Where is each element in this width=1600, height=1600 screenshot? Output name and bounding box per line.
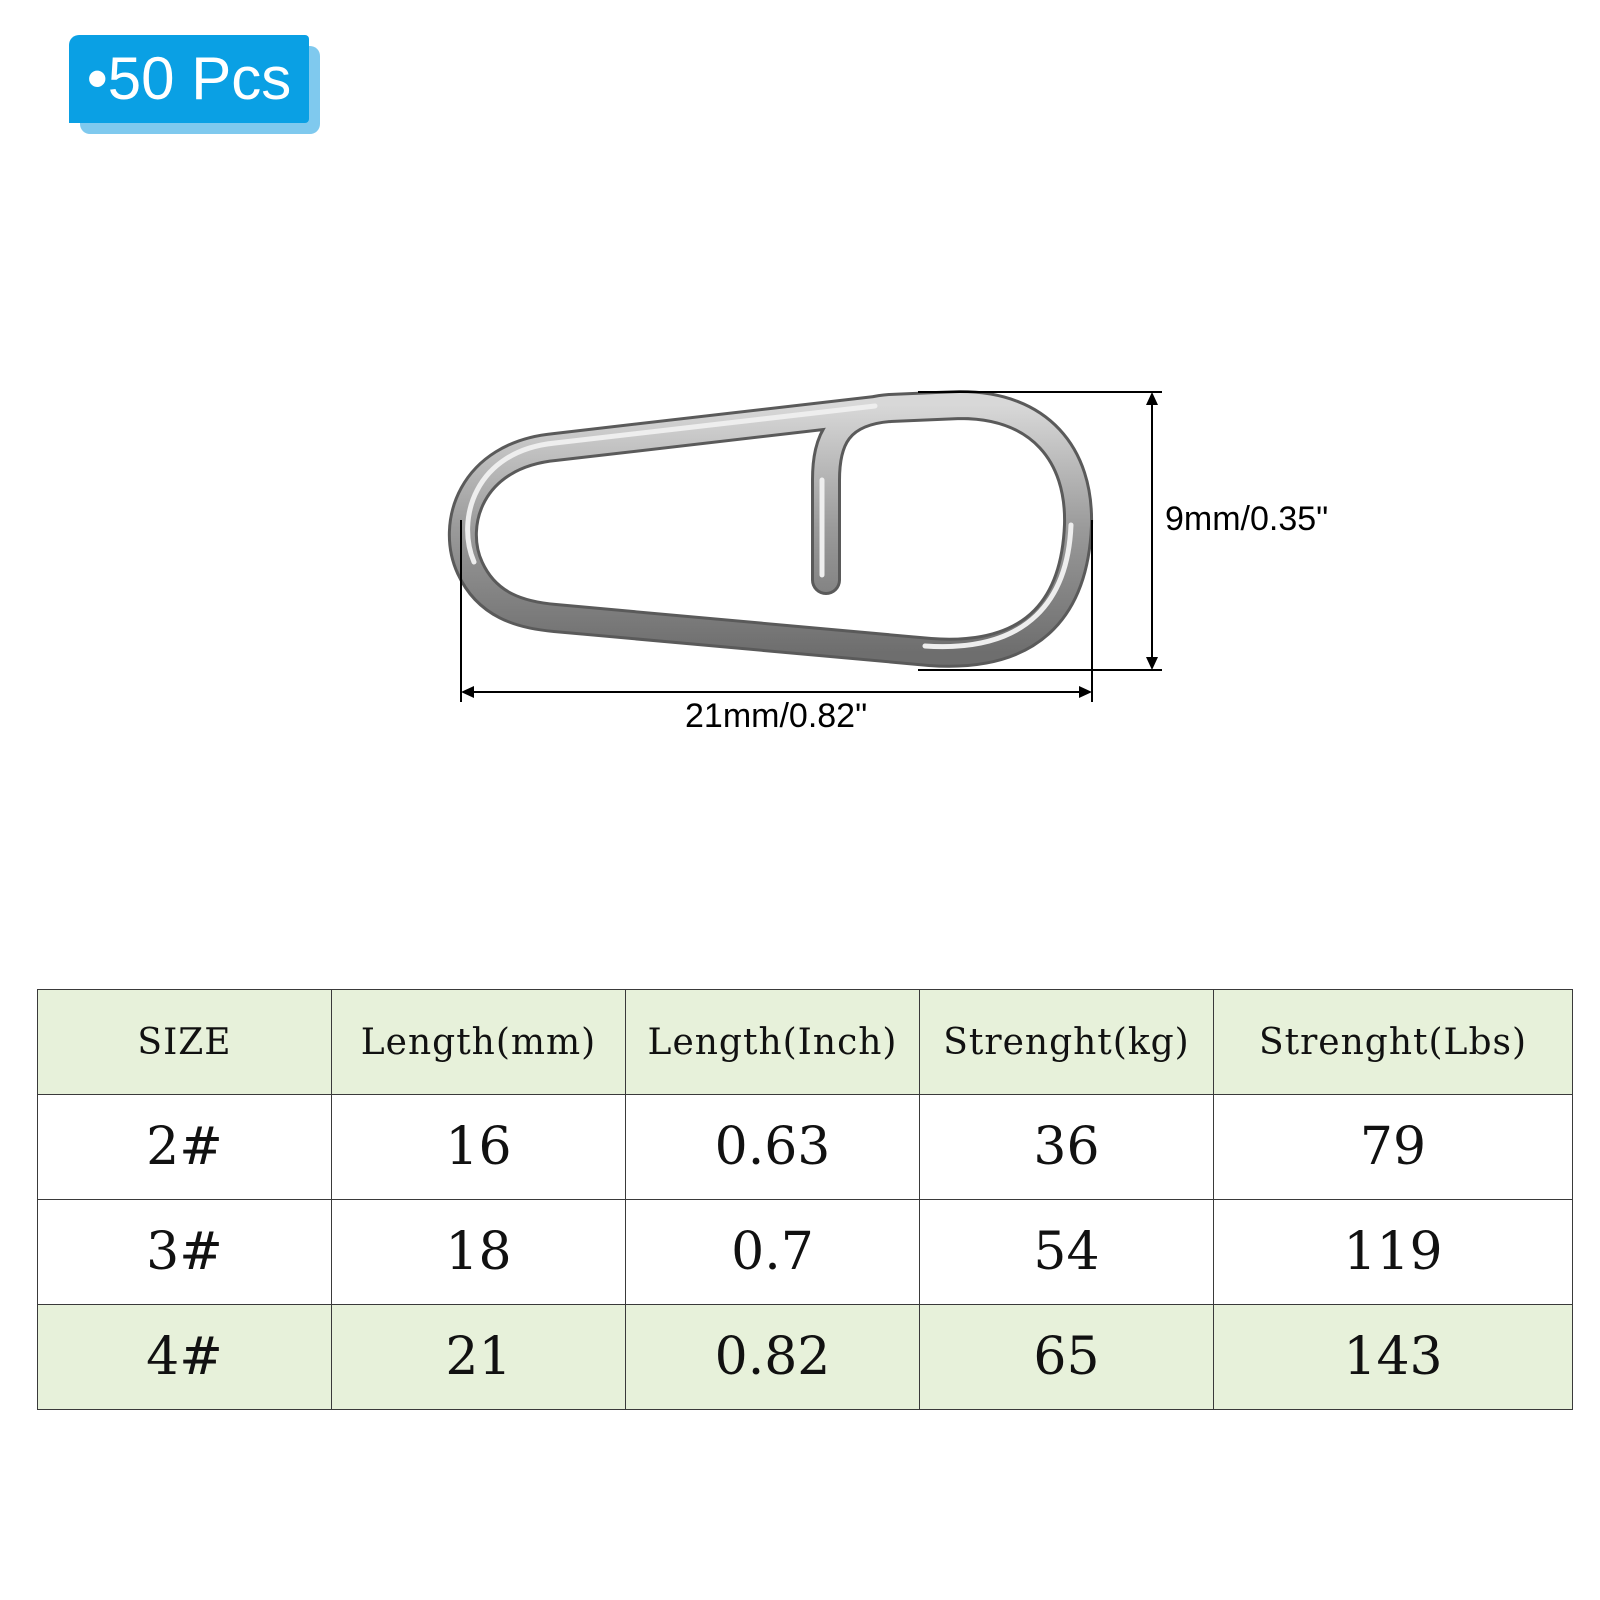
table-cell: 18 [332,1200,626,1305]
table-cell: 119 [1214,1200,1573,1305]
table-cell: 21 [332,1305,626,1410]
table-cell: 3# [38,1200,332,1305]
table-cell: 0.7 [626,1200,920,1305]
table-cell: 143 [1214,1305,1573,1410]
table-cell: 0.82 [626,1305,920,1410]
table-header-row [38,990,1573,1095]
table-cell: 16 [332,1095,626,1200]
spec-table [37,989,1573,1410]
header-size: SIZE [38,990,332,1095]
header-length-mm: Length(mm) [332,990,626,1095]
badge-text: 50 Pcs [107,45,292,112]
table-cell: 0.63 [626,1095,920,1200]
header-strength-lbs: Strenght(Lbs) [1214,990,1573,1095]
table-cell: 54 [920,1200,1214,1305]
badge-bullet: • [86,45,108,112]
height-dimension-label: 9mm/0.35" [1165,500,1329,538]
width-dimension-label: 21mm/0.82" [685,697,868,735]
table-row [38,1305,1573,1410]
snap-clip-image [463,405,1078,653]
table-cell: 4# [38,1305,332,1410]
table-row [38,1095,1573,1200]
header-strength-kg: Strenght(kg) [920,990,1214,1095]
table-cell: 65 [920,1305,1214,1410]
table-cell: 79 [1214,1095,1573,1200]
table-row [38,1200,1573,1305]
table-cell: 2# [38,1095,332,1200]
table-cell: 36 [920,1095,1214,1200]
header-length-inch: Length(Inch) [626,990,920,1095]
